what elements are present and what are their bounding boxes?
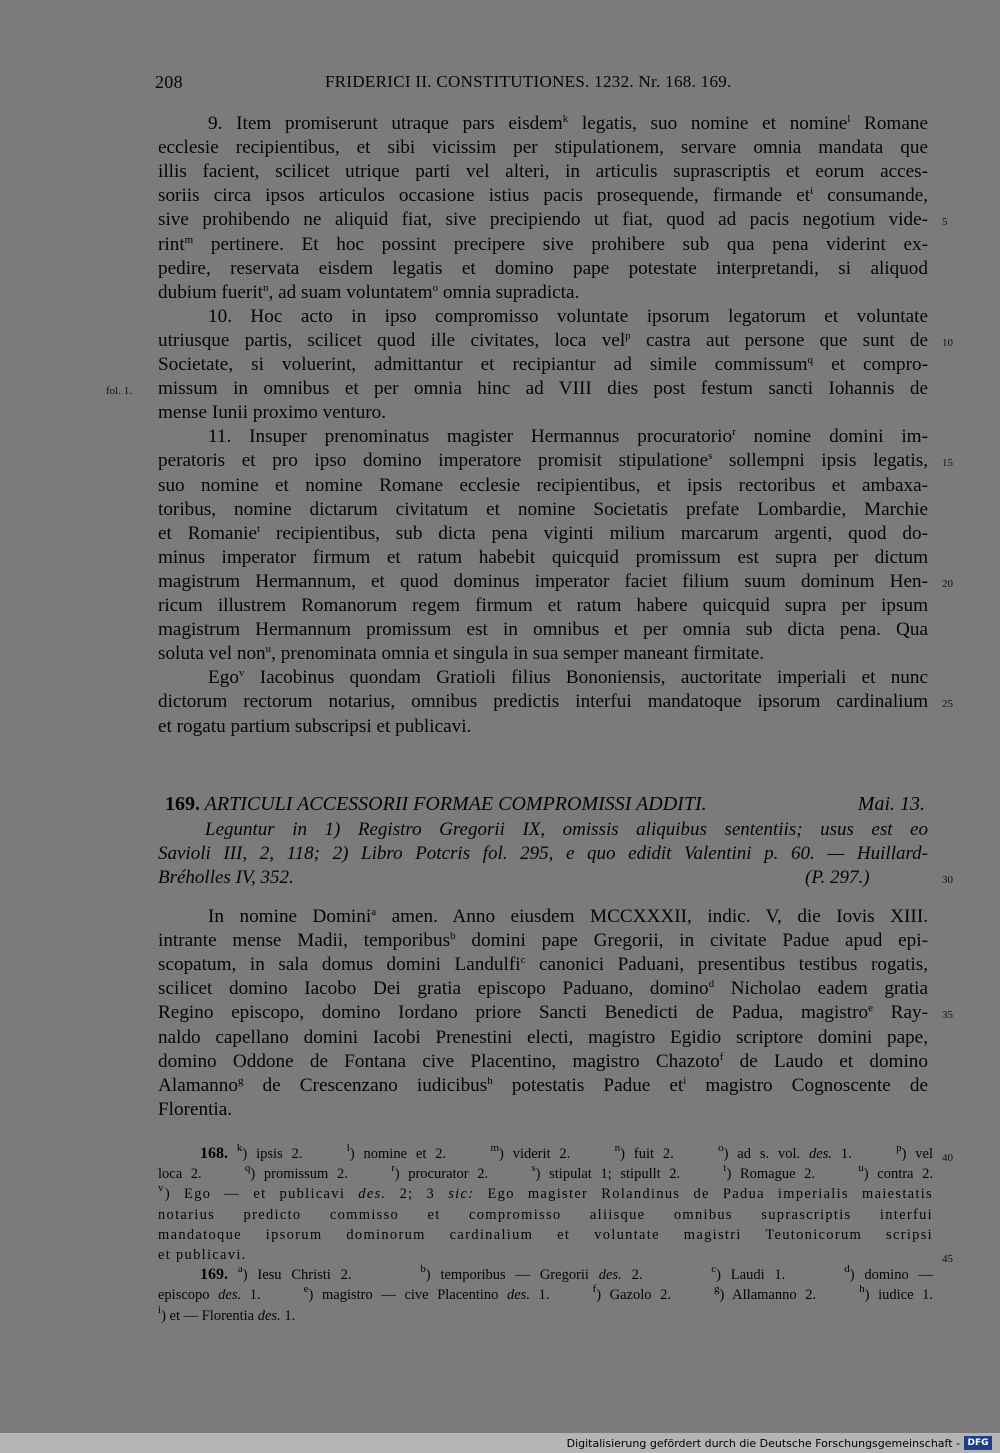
text-line: minus imperator firmum et ratum habebit quicquid promissum est supra per dictum <box>158 546 928 568</box>
funding-credit: Digitalisierung gefördert durch die Deutsche Forschungsgemeinschaft - <box>566 1437 960 1450</box>
text-line: soluta vel non$^u$, prenominata omnia et singula in sua semper maneant firmitate. <box>158 643 765 665</box>
text-line: peratoris et pro ipso domino imperatore promisit stipulatione$^s$ sollempni ipsis legatis, <box>158 450 928 472</box>
line-number: 15 <box>942 457 953 470</box>
text-line: pedire, reservata eisdem legatis et domino pape potestate interpretandi, si aliquod <box>158 257 928 279</box>
margin-note: fol. 1. <box>106 385 132 398</box>
text-line: 10. Hoc acto in ipso compromisso voluntate ipsorum legatorum et voluntate <box>208 305 928 327</box>
footnote-line: notarius predicto commisso et compromisso aliisque omnibus suprascriptis interfui <box>158 1206 933 1223</box>
text-line: dubium fuerit$^n$, ad suam voluntatem$^o$ omnia supradicta. <box>158 281 580 303</box>
line-number: 30 <box>942 874 953 886</box>
text-line: rint$^m$ pertinere. Et hoc possint precipere sive prohibere sub qua pena viderint ex- <box>158 233 928 255</box>
text-line: dictorum rectorum notarius, omnibus predictis interfui mandatoque ipsorum cardinalium <box>158 691 928 713</box>
text-line: ricum illustrem Romanorum regem firmum et ratum habere quicquid supra per ipsum <box>158 595 928 616</box>
text-line: Alamanno$^g$ de Crescenzano iudicibus$^h$ potestatis Padue $et^i$ magistro Cognoscente de <box>158 1074 929 1096</box>
line-number: 40 <box>942 1152 953 1164</box>
footnote-line: episcopo des. 1. $^e$) magistro — cive Placentino des. 1. $^f$) Gazolo 2. $^g$) Allamanno 2. $^h$) iudice 1. <box>158 1283 934 1304</box>
text-line: Societate, si voluerint, admittantur et recipiantur ad simile commissum$^q$ et compro- <box>158 354 928 375</box>
line-number: 35 <box>942 1009 953 1022</box>
text-line: domino Oddone de Fontana cive Placentino, magistro Chazoto$^f$ de Laudo et domino <box>158 1050 928 1072</box>
text-line: illis facient, scilicet utrique parti vel alteri, in articulis suprascriptis et eorum acces- <box>158 161 928 183</box>
footnote-line: mandatoque ipsorum dominorum cardinalium et voluntate magistri Teutonicorum scripsi <box>158 1226 933 1243</box>
text-line: naldo capellano domini Iacobi Prenestini electi, magistro Egidio scriptore domini pape, <box>158 1026 928 1048</box>
text-line: Ego$^v$ Iacobinus quondam Gratioli filius Bononiensis, auctoritate imperiali et nunc <box>208 667 928 689</box>
footnote-line: $^i$) et — Florentia des. 1. <box>158 1303 296 1324</box>
text-line: et rogatu partium subscripsi et publicavi. <box>158 715 472 737</box>
line-number: 45 <box>942 1253 953 1265</box>
line-number: 5 <box>942 216 948 229</box>
footnote-line: $^v$) Ego — et publicavi des. 2; 3 sic: Ego magister Rolandinus de Padua imperialis maiestatis <box>158 1182 933 1203</box>
text-line: toribus, nomine dictarum civitatum et nomine Societatis prefate Lombardie, Marchie <box>158 498 928 520</box>
text-line: utriusque partis, scilicet quod ille civitates, loca vel$^p$ castra aut persone que sunt de <box>158 329 928 351</box>
text-line: magistrum Hermannum promissum est in omnibus et per omnia sub dicta pena. Qua <box>158 619 928 641</box>
text-line: In nomine Domini$^a$ amen. Anno eiusdem MCCXXXII, indic. V, die Iovis XIII. <box>208 906 928 927</box>
document-title: ARTICULI ACCESSORII FORMAE COMPROMISSI ADDITI. <box>204 793 707 815</box>
dfg-logo: DFG <box>964 1436 992 1450</box>
footer-bar <box>0 1433 1000 1453</box>
text-line: missum in omnibus et per omnia hinc ad VIII dies post festum sancti Iohannis de <box>158 378 928 400</box>
text-line: Regino episcopo, domino Iordano priore Sancti Benedicti de Padua, magistro$^e$ Ray- <box>158 1002 928 1024</box>
line-number: 10 <box>942 336 953 349</box>
text-line: 11. Insuper prenominatus magister Hermannus procuratorio$^r$ nomine domini im- <box>208 426 928 448</box>
document-date: Mai. 13. <box>857 793 925 815</box>
text-line: intrante mense Madii, temporibus$^b$ domini pape Gregorii, in civitate Padue apud epi- <box>158 930 928 952</box>
source-line: Bréholles IV, 352. <box>158 867 294 888</box>
text-line: ecclesie recipientibus, et sibi vicissim per stipulationem, servare omnia mandata que <box>158 137 928 159</box>
footnote-line: loca 2. $^q$) promissum 2. $^r$) procurator 2. $^s$) stipulat 1; stipullt 2. $^t$) Romague 2. $^u$) contra 2. <box>158 1162 934 1183</box>
document-number: 169. <box>165 793 200 815</box>
text-line: scopatum, in sala domus domini Landulfi$^c$ canonici Paduani, presentibus testibus rogatis, <box>158 954 928 976</box>
text-line: 9. Item promiserunt utraque pars eisdem$^k$ legatis, suo nomine et nomine$^l$ Romane <box>208 113 928 134</box>
text-line: mense Iunii proximo venturo. <box>158 402 387 424</box>
line-number: 25 <box>942 698 953 711</box>
text-line: suo nomine et nomine Romane ecclesie recipientibus, et ipsis rectoribus et ambaxa- <box>158 474 928 496</box>
text-line: et Romanie$^t$ recipientibus, sub dicta pena viginti milium marcarum argenti, quod do- <box>158 522 928 544</box>
text-line: soriis circa ipsos articulos occasione istius pacis prosequende, firmande $et^i$ consumande, <box>158 185 929 207</box>
source-line: Leguntur in 1) Registro Gregorii IX, omissis aliquibus sententiis; usus est eo <box>205 819 928 840</box>
source-reference: (P. 297.) <box>805 867 870 888</box>
footnote-line: 168. $^k$) ipsis 2. $^l$) nomine et 2. $^m$) viderit 2. $^n$) fuit 2. $^o$) ad s. vol. des. 1. $^p$) vel <box>200 1142 934 1162</box>
footnote-line: et publicavi. <box>158 1247 247 1263</box>
running-title: FRIDERICI II. CONSTITUTIONES. 1232. Nr. 168. 169. <box>325 72 732 91</box>
text-line: magistrum Hermannum, et quod dominus imperator faciet filium suum dominum Hen- <box>158 570 928 592</box>
document-169-heading <box>165 790 925 818</box>
running-header <box>155 72 760 98</box>
text-line: sive prohibendo ne aliquid fiat, sive precipiendo ut fiat, quod ad pacis negotium vide- <box>158 209 928 231</box>
text-line: Florentia. <box>158 1098 233 1120</box>
source-line: Savioli III, 2, 118; 2) Libro Potcris fol. 295, e quo edidit Valentini p. 60. — Huillard- <box>158 843 928 864</box>
text-line: scilicet domino Iacobo Dei gratia episcopo Paduano, domino$^d$ Nicholao eadem gratia <box>158 978 928 1000</box>
page-number: 208 <box>155 72 183 92</box>
line-number: 20 <box>942 577 953 590</box>
footnote-line: 169. $^a$) Iesu Christi 2. $^b$) temporibus — Gregorii des. 2. $^c$) Laudi 1. $^d$) domino — <box>200 1263 934 1284</box>
